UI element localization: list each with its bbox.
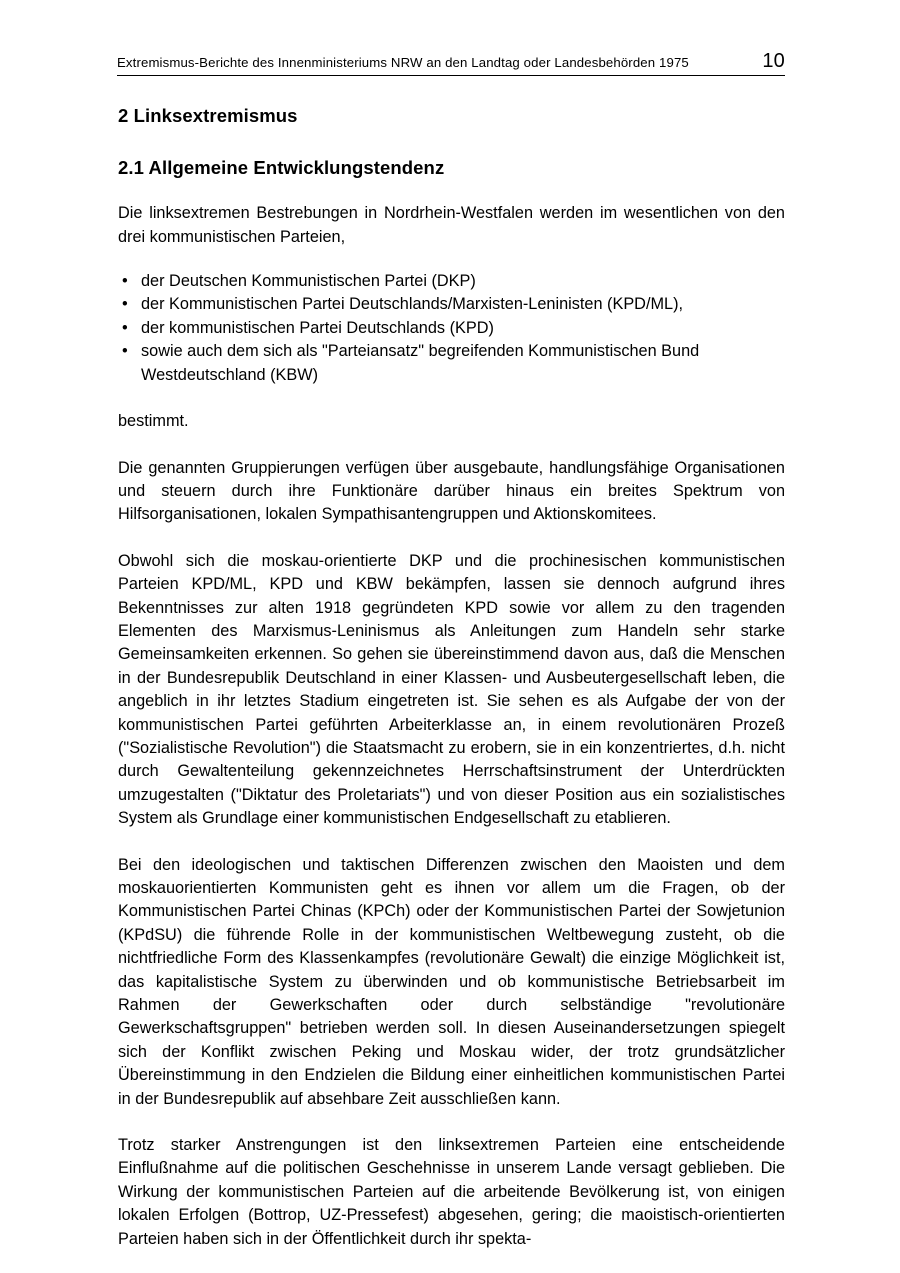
page-number: 10 <box>762 50 785 72</box>
section-heading: 2.1 Allgemeine Entwicklungstendenz <box>118 157 445 179</box>
list-item <box>118 317 785 340</box>
paragraph-anstrengungen: Trotz starker Anstrengungen ist den linksextremen Parteien eine entscheidende Einflußnahme auf die politischen Geschehnisse in unserem Lande versagt geblieben. Die Wirkung der kommunistischen Parteien auf die arbeitende Bevölkerung ist, von einigen lokalen Erfolgen (Bottrop, UZ-Pressefest) abgesehen, gering; die maoistisch-orientierten Parteien haben sich in der Öffentlichkeit durch ihr spekta- <box>118 1136 785 1248</box>
list-item <box>118 293 785 316</box>
party-list <box>118 270 785 387</box>
header-title: Extremismus-Berichte des Innenministeriums NRW an den Landtag oder Landesbehörden 1975 <box>117 55 689 70</box>
bullet-icon: • <box>122 272 128 291</box>
lead-paragraph: Die linksextremen Bestrebungen in Nordrhein-Westfalen werden im wesentlichen von den drei kommunistischen Parteien, <box>118 204 785 246</box>
bullet-icon: • <box>122 342 128 361</box>
bullet-icon: • <box>122 318 128 337</box>
header-divider-rule <box>117 75 785 76</box>
list-item <box>118 340 785 387</box>
chapter-heading: 2 Linksextremismus <box>118 105 298 126</box>
list-item-label: der kommunistischen Partei Deutschlands (KPD) <box>141 318 494 337</box>
list-item-label: der Deutschen Kommunistischen Partei (DKP) <box>141 272 476 291</box>
paragraph-gemeinsamkeiten: Obwohl sich die moskau-orientierte DKP und die prochinesischen kommunistischen Parteien KPD/ML, KPD und KBW bekämpfen, lassen sie dennoch aufgrund ihres Bekenntnisses zur alten 1918 gegründeten KPD sowie vor allem zu den tragenden Elementen des Marxismus-Leninismus als Anleitungen zum Handeln sehr starke Gemeinsamkeiten erkennen. So gehen sie übereinstimmend davon aus, daß die Menschen in der Bundesrepublik Deutschland in einer Klassen- und Ausbeutergesellschaft leben, die angeblich in ihr letztes Stadium eingetreten ist. Sie sehen es als Aufgabe der von der kommunistischen Partei geführten Arbeiterklasse an, in einem revolutionären Prozeß ("Sozialistische Revolution") die Staatsmacht zu erobern, sie in ein konzentriertes, d.h. nicht durch Gewaltenteilung gekennzeichnetes Herrschaftsinstrument der Unterdrückten umzugestalten ("Diktatur des Proletariats") und von dieser Position aus ein sozialistisches System als Grundlage einer kommunistischen Endgesellschaft zu etablieren. <box>118 551 785 828</box>
list-item-label: sowie auch dem sich als "Parteiansatz" begreifenden Kommunistischen Bund Westdeutschland (KBW) <box>141 342 700 384</box>
list-item-label: der Kommunistischen Partei Deutschlands/Marxisten-Leninisten (KPD/ML), <box>141 295 684 314</box>
list-item <box>118 270 785 293</box>
page-content <box>118 104 785 1251</box>
running-header <box>117 50 785 72</box>
paragraph-organisationen: Die genannten Gruppierungen verfügen über ausgebaute, handlungsfähige Organisationen und steuern durch ihre Funktionäre darüber hinaus ein breites Spektrum von Hilfsorganisationen, lokalen Sympathisantengruppen und Aktionskomitees. <box>118 458 785 524</box>
closing-word-paragraph: bestimmt. <box>118 412 189 431</box>
bullet-icon: • <box>122 295 128 314</box>
paragraph-differenzen: Bei den ideologischen und taktischen Differenzen zwischen den Maoisten und dem moskauorientierten Kommunisten geht es ihnen vor allem um die Fragen, ob der Kommunistischen Partei Chinas (KPCh) oder der Kommunistischen Partei der Sowjetunion (KPdSU) die führende Rolle in der kommunistischen Weltbewegung zusteht, ob die nichtfriedliche Form des Klassenkampfes (revolutionäre Gewalt) die einzige Möglichkeit ist, das kapitalistische System zu überwinden und ob kommunistische Betriebsarbeit im Rahmen der Gewerkschaften oder durch selbständige "revolutionäre Gewerkschaftsgruppen" betrieben werden soll. In diesen Auseinandersetzungen spiegelt sich der Konflikt zwischen Peking und Moskau wider, der trotz grundsätzlicher Übereinstimmung in den Endzielen die Bildung einer einheitlichen kommunistischen Partei in der Bundesrepublik auf absehbare Zeit ausschließen kann. <box>118 855 785 1108</box>
